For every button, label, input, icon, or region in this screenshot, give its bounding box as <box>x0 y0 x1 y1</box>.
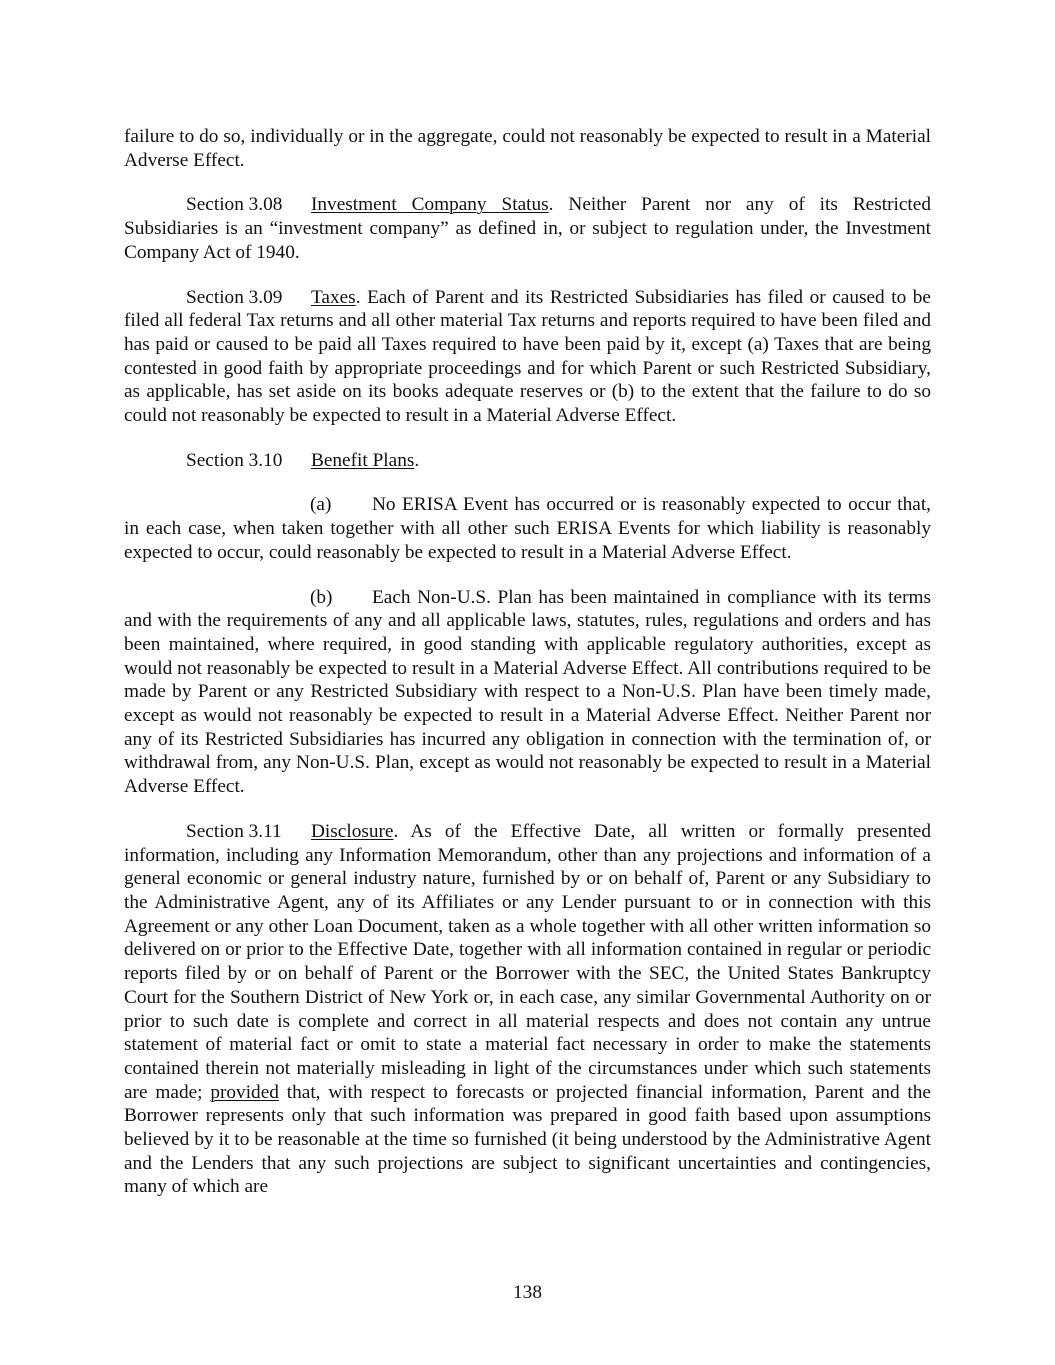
subsection-body: Each Non-U.S. Plan has been maintained in compliance with its terms and with the requirements of any and all applicable laws, statutes, rules, regulations and orders and has been maintained, where required, in good standing with applicable regulatory authorities, except as would not reasonably be expected to result in a Material Adverse Effect. All contributions required to be made by Parent or any Restricted Subsidiary with respect to a Non-U.S. Plan have been timely made, except as would not reasonably be expected to result in a Material Adverse Effect. Neither Parent nor any of its Restricted Subsidiaries has incurred any obligation in connection with the termination of, or withdrawal from, any Non-U.S. Plan, except as would not reasonably be expected to result in a Material Adverse Effect. <box>124 586 931 798</box>
section-3-11 <box>124 820 931 1199</box>
underlined-term-provided: provided <box>210 1081 279 1103</box>
subsection-label: (a) <box>310 494 332 516</box>
section-title-period: . <box>355 286 361 308</box>
section-body-part2: that, with respect to forecasts or projected financial information, Parent and the Borrower represents only that such information was prepared in good faith based upon assumptions believed by it to be reasonable at the time so furnished (it being understood by the Administrative Agent and the Lenders that any such projections are subject to significant uncertainties and contingencies, many of which are <box>124 1081 931 1198</box>
section-3-09 <box>124 286 931 428</box>
section-title-period: . <box>393 820 399 842</box>
subsection-label: (b) <box>310 586 333 608</box>
section-title: Disclosure <box>311 820 394 842</box>
section-number: Section 3.09 <box>186 286 283 308</box>
section-body: Neither Parent nor any of its Restricted Subsidiaries is an “investment company” as defined in, or subject to regulation under, the Investment Company Act of 1940. <box>124 194 931 263</box>
subsection-body: No ERISA Event has occurred or is reasonably expected to occur that, in each case, when taken together with all other such ERISA Events for which liability is reasonably expected to occur, could reasonably be expected to result in a Material Adverse Effect. <box>124 494 931 563</box>
section-number: Section 3.10 <box>186 449 283 471</box>
subsection-3-10-b <box>124 586 931 799</box>
section-title-period: . <box>548 194 554 216</box>
section-title: Taxes <box>311 286 356 308</box>
page-number: 138 <box>513 1282 542 1303</box>
section-body: Each of Parent and its Restricted Subsidiaries has filed or caused to be filed all federal Tax returns and all other material Tax returns and reports required to have been filed and has paid or caused to be paid all Taxes required to have been paid by it, except (a) Taxes that are being contested in good faith by appropriate proceedings and for which Parent or such Restricted Subsidiary, as applicable, has set aside on its books adequate reserves or (b) to the extent that the failure to do so could not reasonably be expected to result in a Material Adverse Effect. <box>124 286 931 427</box>
section-number: Section 3.11 <box>186 820 282 842</box>
section-3-08 <box>124 193 931 264</box>
section-number: Section 3.08 <box>186 194 283 216</box>
document-page <box>124 125 931 1220</box>
section-body-part1: As of the Effective Date, all written or formally presented information, including any Information Memorandum, other than any projections and information of a general economic or general industry nature, furnished by or on behalf of, Parent or any Subsidiary to the Administrative Agent, any of its Affiliates or any Lender pursuant to or in connection with this Agreement or any other Loan Document, taken as a whole together with all other written information so delivered on or prior to the Effective Date, together with all information contained in regular or periodic reports filed by or on behalf of Parent or the Borrower with the SEC, the United States Bankruptcy Court for the Southern District of New York or, in each case, any similar Governmental Authority on or prior to such date is complete and correct in all material respects and does not contain any untrue statement of material fact or omit to state a material fact necessary in order to make the statements contained therein not materially misleading in light of the circumstances under which such statements are made; <box>124 820 931 1103</box>
section-3-10-heading <box>124 449 931 473</box>
continuation-paragraph: failure to do so, individually or in the aggregate, could not reasonably be expected to result in a Material Adverse Effect. <box>124 126 931 171</box>
section-title: Benefit Plans <box>311 449 415 471</box>
subsection-3-10-a <box>124 493 931 564</box>
section-title-period: . <box>414 449 420 471</box>
section-title: Investment Company Status <box>311 194 549 216</box>
